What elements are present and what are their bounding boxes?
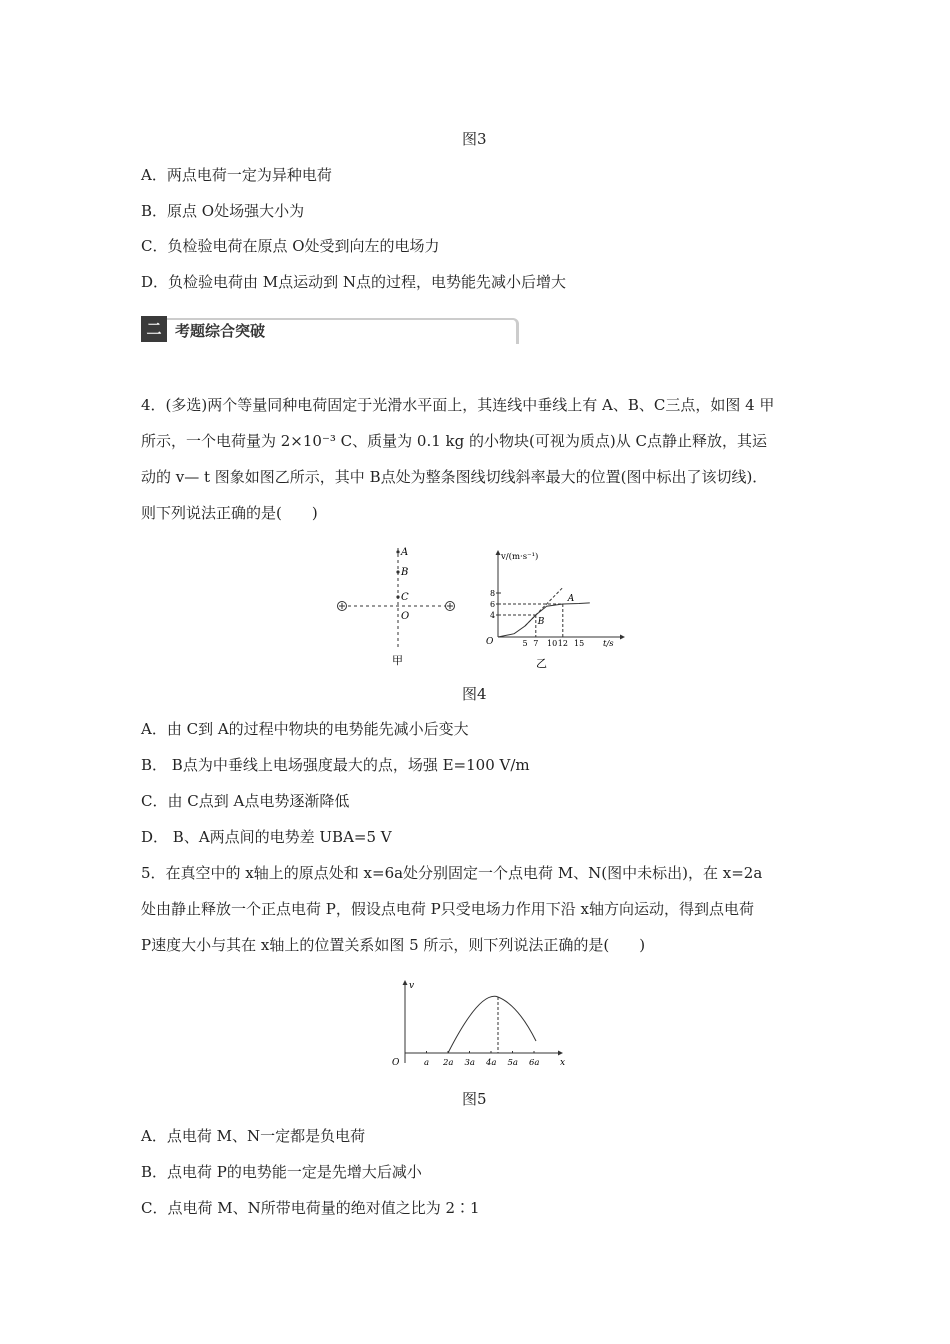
fig4a-point-b: [396, 570, 399, 573]
fig4b-ylabel: v/(m·s⁻¹): [501, 552, 539, 562]
fig4b-xtick-7: 7: [533, 639, 539, 648]
fig5-y-arrow-icon: [403, 980, 408, 985]
q3-option-b: B．原点 O处场强大小为: [141, 202, 305, 220]
q5-option-b: B．点电荷 P的电势能一定是先增大后减小: [141, 1163, 422, 1181]
q5-line-3: P速度大小与其在 x轴上的位置关系如图 5 所示，则下列说法正确的是( ): [141, 936, 646, 954]
fig5-origin: O: [392, 1058, 400, 1068]
fig4a-caption: 甲: [392, 654, 403, 667]
fig3-caption: 图3: [462, 130, 487, 148]
q5-option-a: A．点电荷 M、N一定都是负电荷: [141, 1127, 366, 1145]
fig5-xlabel: x: [560, 1058, 566, 1068]
q3-option-c: C．负检验电荷在原点 O处受到向左的电场力: [141, 237, 440, 255]
fig4b-ytick-4: 4: [490, 611, 496, 620]
section-header: [141, 316, 519, 344]
fig4b-origin: O: [486, 637, 494, 647]
q4-option-c: C．由 C点到 A点电势逐渐降低: [141, 792, 350, 810]
fig4b-xtick-12: 12: [557, 639, 568, 648]
q5-line-1: 5．在真空中的 x轴上的原点处和 x=6a处分别固定一个点电荷 M、N(图中未标出)，在 x=2a: [141, 864, 763, 882]
fig4b-ytick-6: 6: [490, 600, 496, 609]
fig4-caption: 图4: [462, 685, 487, 703]
fig5-xtick-2: 2a: [443, 1058, 454, 1068]
q4-option-b: B． B点为中垂线上电场强度最大的点，场强 E=100 V/m: [141, 756, 530, 774]
q4-line-3: 动的 v— t 图象如图乙所示，其中 B点处为整条图线切线斜率最大的位置(图中标出了该切线)．: [141, 468, 768, 486]
fig5-ylabel: v: [409, 981, 415, 991]
fig5-curve-left: [448, 996, 498, 1053]
fig4b-xtick-15: 15: [574, 639, 585, 648]
fig4a-label-c: C: [401, 592, 409, 603]
fig5-xtick-3: 3a: [464, 1058, 475, 1068]
q5-line-2: 处由静止释放一个正点电荷 P，假设点电荷 P只受电场力作用下沿 x轴方向运动，得到点电荷: [141, 900, 754, 918]
fig5-chart: [380, 975, 575, 1070]
fig4b-point-label-B: B: [537, 617, 545, 627]
fig4a-label-a: A: [401, 547, 409, 558]
fig4b-ytick-8: 8: [490, 589, 496, 598]
q4-line-4: 则下列说法正确的是( ): [141, 504, 318, 522]
fig4b-chart: [480, 545, 630, 670]
fig5-curve-right: [498, 997, 536, 1041]
fig5-xtick-6: 6a: [529, 1058, 540, 1068]
fig5-xtick-1: a: [424, 1058, 430, 1068]
fig4b-caption: 乙: [536, 657, 547, 670]
q4-option-d: D． B、A两点间的电势差 UBA=5 V: [141, 828, 392, 846]
fig4b-xtick-5: 5: [522, 639, 528, 648]
q3-option-d: D．负检验电荷由 M点运动到 N点的过程，电势能先减小后增大: [141, 273, 567, 291]
fig5-xtick-4: 4a: [486, 1058, 497, 1068]
fig4b-xlabel: t/s: [603, 639, 614, 649]
fig4a-label-b: B: [401, 567, 409, 578]
fig5-xtick-5: 5a: [507, 1058, 518, 1068]
fig4a-point-a: [396, 550, 399, 553]
section-number: 二: [141, 316, 167, 342]
fig4b-x-arrow-icon: [620, 635, 625, 640]
fig4b-point-label-A: A: [567, 594, 575, 604]
q5-option-c: C．点电荷 M、N所带电荷量的绝对值之比为 2∶1: [141, 1199, 480, 1217]
section-title: 考题综合突破: [175, 322, 266, 340]
q3-option-a: A．两点电荷一定为异种电荷: [141, 166, 332, 184]
fig5-x-arrow-icon: [558, 1051, 563, 1056]
q4-option-a: A．由 C到 A的过程中物块的电势能先减小后变大: [141, 720, 469, 738]
fig4b-xtick-10: 10: [547, 639, 558, 648]
fig4a-point-c: [396, 595, 399, 598]
q4-line-1: 4．(多选)两个等量同种电荷固定于光滑水平面上，其连线中垂线上有 A、B、C三点，如图 4 甲: [141, 396, 775, 414]
fig4a-diagram: [330, 540, 460, 670]
fig4a-label-o: O: [401, 611, 410, 622]
q4-line-2: 所示，一个电荷量为 2×10⁻³ C、质量为 0.1 kg 的小物块(可视为质点)从 C点静止释放，其运: [141, 432, 767, 450]
fig4b-y-arrow-icon: [496, 550, 501, 555]
fig5-caption: 图5: [462, 1090, 487, 1108]
